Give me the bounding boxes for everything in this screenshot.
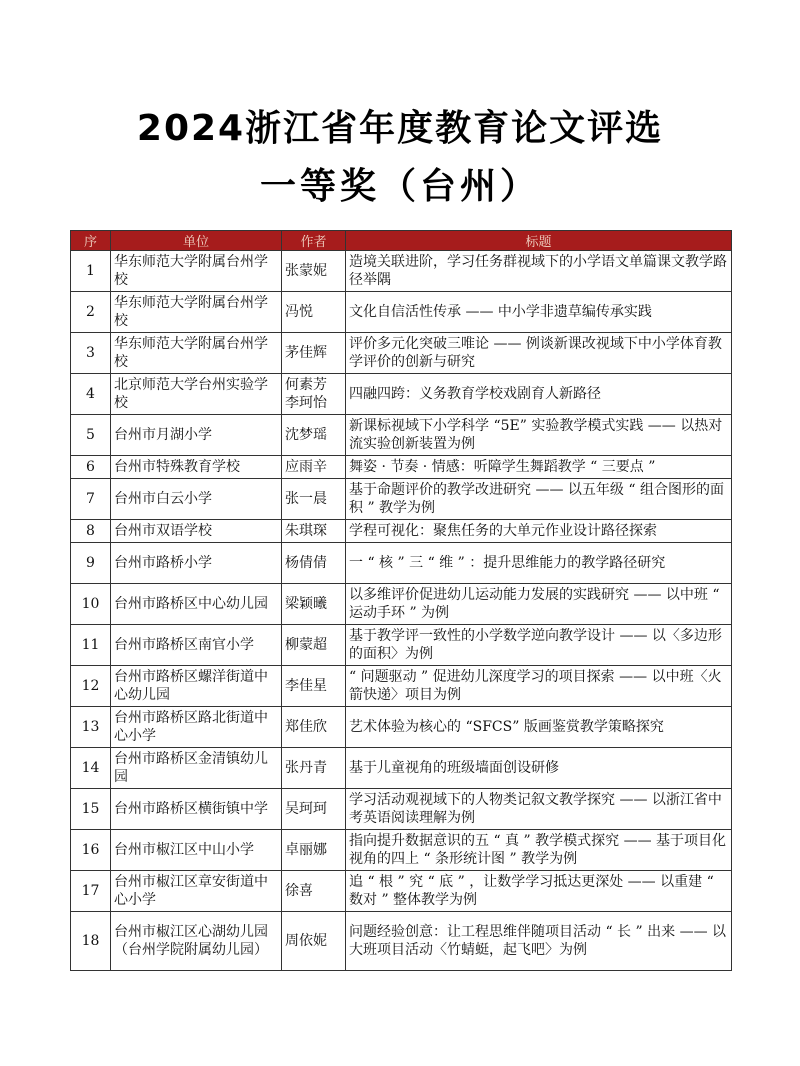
table-row (71, 333, 732, 374)
page-subtitle: 一等奖（台州） (259, 166, 540, 207)
row-unit: 台州市白云小学 (111, 479, 282, 520)
row-unit: 台州市椒江区心湖幼儿园（台州学院附属幼儿园） (111, 912, 282, 971)
row-author: 朱琪琛 (282, 520, 346, 543)
row-title: 指向提升数据意识的五 “ 真 ” 教学模式探究 —— 基于项目化视角的四上 “ 条形统计图 ” 教学为例 (346, 830, 732, 871)
row-title: 造境关联进阶，学习任务群视域下的小学语文单篇课文教学路径举隅 (346, 251, 732, 292)
row-unit: 台州市路桥区横街镇中学 (111, 789, 282, 830)
row-unit: 台州市椒江区章安街道中心小学 (111, 871, 282, 912)
row-unit: 台州市双语学校 (111, 520, 282, 543)
row-author: 吴珂珂 (282, 789, 346, 830)
row-no: 10 (71, 584, 111, 625)
table-row (71, 415, 732, 456)
row-unit: 华东师范大学附属台州学校 (111, 251, 282, 292)
row-no: 15 (71, 789, 111, 830)
header-no: 序 (71, 231, 111, 251)
row-title: 一 “ 核 ” 三 “ 维 ” ：提升思维能力的教学路径研究 (346, 543, 732, 584)
table-row (71, 625, 732, 666)
row-no: 18 (71, 912, 111, 971)
row-author: 张丹青 (282, 748, 346, 789)
row-no: 12 (71, 666, 111, 707)
row-unit: 台州市路桥区南官小学 (111, 625, 282, 666)
row-no: 1 (71, 251, 111, 292)
row-title: 追 “ 根 ” 究 “ 底 ” ，让数学学习抵达更深处 —— 以重建 “ 数对 ” 整体教学为例 (346, 871, 732, 912)
row-unit: 北京师范大学台州实验学校 (111, 374, 282, 415)
row-no: 16 (71, 830, 111, 871)
table-row (71, 584, 732, 625)
row-author: 应雨辛 (282, 456, 346, 479)
row-author: 徐喜 (282, 871, 346, 912)
row-unit: 台州市路桥区螺洋街道中心幼儿园 (111, 666, 282, 707)
row-title: 以多维评价促进幼儿运动能力发展的实践研究 —— 以中班 “ 运动手环 ” 为例 (346, 584, 732, 625)
row-unit: 台州市特殊教育学校 (111, 456, 282, 479)
table-header-row (71, 231, 732, 251)
row-no: 2 (71, 292, 111, 333)
table-row (71, 748, 732, 789)
table-row (71, 666, 732, 707)
table-row (71, 374, 732, 415)
row-no: 11 (71, 625, 111, 666)
row-author: 张蒙妮 (282, 251, 346, 292)
row-no: 3 (71, 333, 111, 374)
page-title: 2024浙江省年度教育论文评选 (136, 108, 664, 149)
table-row (71, 520, 732, 543)
row-no: 5 (71, 415, 111, 456)
header-unit: 单位 (111, 231, 282, 251)
row-no: 7 (71, 479, 111, 520)
table-row (71, 292, 732, 333)
row-title: 问题经验创意：让工程思维伴随项目活动 “ 长 ” 出来 —— 以大班项目活动〈竹蜻蜓，起飞吧〉为例 (346, 912, 732, 971)
row-no: 17 (71, 871, 111, 912)
table-row (71, 543, 732, 584)
table-row (71, 479, 732, 520)
table-row (71, 871, 732, 912)
row-no: 4 (71, 374, 111, 415)
row-author: 杨倩倩 (282, 543, 346, 584)
row-title: 四融四跨：义务教育学校戏剧育人新路径 (346, 374, 732, 415)
row-title: 基于命题评价的教学改进研究 —— 以五年级 “ 组合图形的面积 ” 教学为例 (346, 479, 732, 520)
row-author: 冯悦 (282, 292, 346, 333)
row-author: 卓丽娜 (282, 830, 346, 871)
table-row (71, 830, 732, 871)
row-author: 郑佳欣 (282, 707, 346, 748)
header-title: 标题 (346, 231, 732, 251)
row-title: 新课标视域下小学科学 “5E” 实验教学模式实践 —— 以热对流实验创新装置为例 (346, 415, 732, 456)
row-no: 8 (71, 520, 111, 543)
row-title: 学程可视化：聚焦任务的大单元作业设计路径探索 (346, 520, 732, 543)
row-no: 14 (71, 748, 111, 789)
row-author: 柳蒙超 (282, 625, 346, 666)
table-row (71, 707, 732, 748)
table-row (71, 456, 732, 479)
row-author: 茅佳辉 (282, 333, 346, 374)
row-unit: 台州市路桥区中心幼儿园 (111, 584, 282, 625)
row-title: 文化自信活性传承 —— 中小学非遗草编传承实践 (346, 292, 732, 333)
row-author: 梁颖曦 (282, 584, 346, 625)
row-unit: 台州市月湖小学 (111, 415, 282, 456)
row-no: 6 (71, 456, 111, 479)
table-row (71, 912, 732, 971)
row-unit: 台州市路桥区路北街道中心小学 (111, 707, 282, 748)
row-unit: 台州市椒江区中山小学 (111, 830, 282, 871)
row-unit: 台州市路桥小学 (111, 543, 282, 584)
row-author: 李佳星 (282, 666, 346, 707)
row-title: 艺术体验为核心的 “SFCS” 版画鉴赏教学策略探究 (346, 707, 732, 748)
row-author: 沈梦瑶 (282, 415, 346, 456)
row-author: 何素芳 李珂怡 (282, 374, 346, 415)
row-title: “ 问题驱动 ” 促进幼儿深度学习的项目探索 —— 以中班〈火箭快递〉项目为例 (346, 666, 732, 707)
row-no: 13 (71, 707, 111, 748)
table-row (71, 789, 732, 830)
row-title: 舞姿 · 节奏 · 情感：听障学生舞蹈教学 “ 三要点 ” (346, 456, 732, 479)
row-author: 周依妮 (282, 912, 346, 971)
table-row (71, 251, 732, 292)
row-unit: 华东师范大学附属台州学校 (111, 333, 282, 374)
row-no: 9 (71, 543, 111, 584)
row-unit: 华东师范大学附属台州学校 (111, 292, 282, 333)
row-unit: 台州市路桥区金清镇幼儿园 (111, 748, 282, 789)
row-title: 学习活动观视域下的人物类记叙文教学探究 —— 以浙江省中考英语阅读理解为例 (346, 789, 732, 830)
row-title: 基于儿童视角的班级墙面创设研修 (346, 748, 732, 789)
header-author: 作者 (282, 231, 346, 251)
row-author: 张一晨 (282, 479, 346, 520)
award-table (70, 230, 732, 971)
row-title: 基于教学评一致性的小学数学逆向教学设计 —— 以〈多边形的面积〉为例 (346, 625, 732, 666)
row-title: 评价多元化突破三唯论 —— 例谈新课改视域下中小学体育教学评价的创新与研究 (346, 333, 732, 374)
